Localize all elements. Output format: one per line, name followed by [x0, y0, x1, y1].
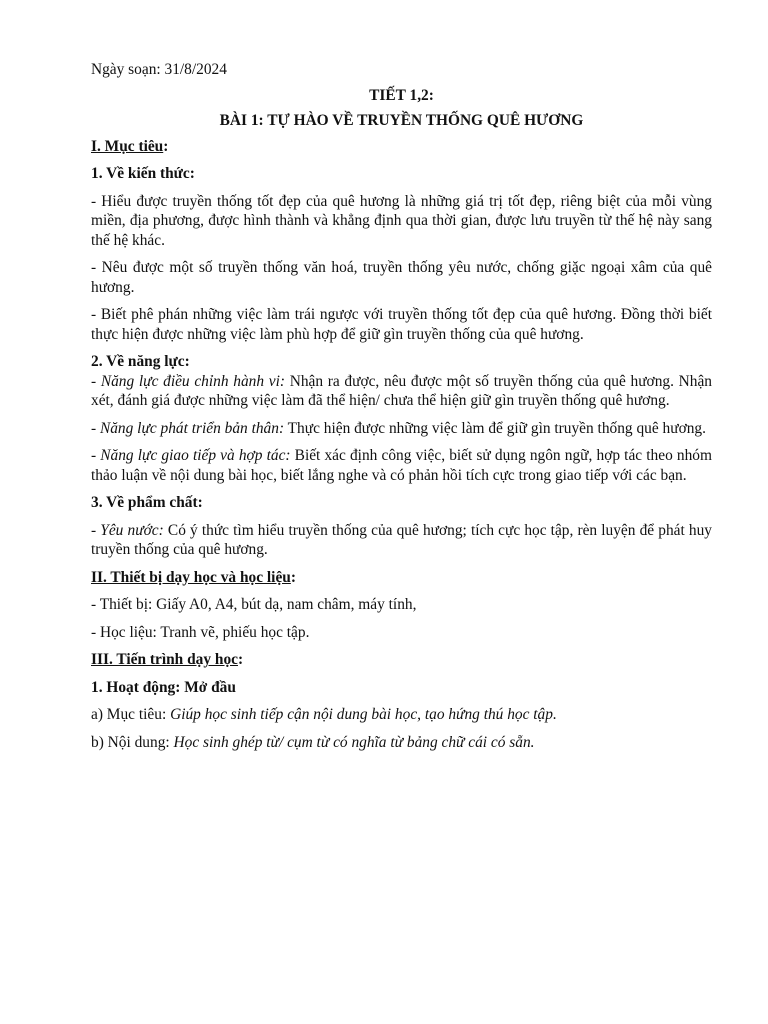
competence-item-1 — [91, 372, 712, 411]
lesson-title: BÀI 1: TỰ HÀO VỀ TRUYỀN THỐNG QUÊ HƯƠNG — [219, 112, 584, 129]
knowledge-item-1: - Hiểu được truyền thống tốt đẹp của quê hương là những giá trị tốt đẹp, riêng biệt của mỗi vùng miền, địa phương, được hình thành và khẳng định qua thời gian, được lưu truyền từ thế hệ này sang thế hệ khác. — [91, 192, 712, 249]
knowledge-item-3: - Biết phê phán những việc làm trái ngược với truyền thống tốt đẹp của quê hương. Đồng thời biết thực hiện được những việc làm phù hợp để giữ gìn truyền thống của quê hương. — [91, 306, 712, 343]
section-2-heading-text: II. Thiết bị dạy học và học liệu — [91, 568, 291, 586]
materials-item: - Học liệu: Tranh vẽ, phiếu học tập. — [91, 623, 310, 641]
quality-item-label: Yêu nước: — [100, 521, 164, 539]
document-body — [91, 60, 712, 752]
activity-1-heading: 1. Hoạt động: Mở đầu — [91, 678, 236, 696]
competence-item-2-text: Thực hiện được những việc làm để giữ gìn truyền thống quê hương. — [284, 419, 706, 437]
date-line: Ngày soạn: 31/8/2024 — [91, 61, 227, 78]
section-2-heading — [91, 568, 712, 588]
competence-item-3 — [91, 446, 712, 485]
competence-heading: 2. Về năng lực: — [91, 353, 190, 370]
section-3-heading-colon: : — [237, 651, 244, 668]
quality-item-text: Có ý thức tìm hiểu truyền thống của quê hương; tích cực học tập, rèn luyện để phát huy truyền thống của quê hương. — [91, 521, 712, 558]
section-3-heading — [91, 650, 712, 670]
activity-1-goal — [91, 705, 712, 725]
activity-1-content-text: Học sinh ghép từ/ cụm từ có nghĩa từ bảng chữ cái có sẵn. — [173, 733, 535, 751]
competence-item-2 — [91, 419, 712, 439]
competence-item-2-label: - Năng lực phát triển bản thân: — [91, 419, 285, 437]
section-1-heading-text: I. Mục tiêu — [91, 137, 164, 155]
activity-1-content-label: b) Nội dung: — [91, 733, 174, 751]
activity-1-goal-label: a) Mục tiêu: — [91, 706, 171, 723]
competence-item-3-label: - Năng lực giao tiếp và hợp tác: — [91, 447, 291, 464]
knowledge-item-2: - Nêu được một số truyền thống văn hoá, truyền thống yêu nước, chống giặc ngoại xâm của quê hương. — [91, 259, 712, 296]
section-2-heading-colon: : — [290, 568, 296, 586]
activity-1-content — [91, 733, 712, 753]
quality-heading: 3. Về phẩm chất: — [91, 494, 203, 511]
section-1-heading — [91, 137, 712, 157]
knowledge-heading: 1. Về kiến thức: — [91, 165, 195, 182]
lesson-number: TIẾT 1,2: — [369, 86, 434, 104]
competence-item-3-text: Biết xác định công việc, biết sử dụng ngôn ngữ, hợp tác theo nhóm thảo luận về nội dung bài học, biết lắng nghe và có phản hồi tích cực trong giao tiếp với các bạn. — [91, 447, 712, 484]
section-3-heading-text: III. Tiến trình dạy học — [91, 651, 238, 668]
quality-item — [91, 521, 712, 560]
quality-item-prefix: - — [91, 521, 101, 539]
competence-item-1-text: Nhận ra được, nêu được một số truyền thống của quê hương. Nhận xét, đánh giá được những việc làm đã thể hiện/ chưa thể hiện giữ gìn truyền thống quê hương. — [91, 372, 712, 409]
equipment-item: - Thiết bị: Giấy A0, A4, bút dạ, nam châm, máy tính, — [91, 596, 417, 613]
section-1-heading-colon: : — [163, 137, 169, 155]
competence-item-1-label: - Năng lực điều chỉnh hành vi: — [91, 372, 285, 390]
activity-1-goal-text: Giúp học sinh tiếp cận nội dung bài học, tạo hứng thú học tập. — [170, 706, 557, 723]
